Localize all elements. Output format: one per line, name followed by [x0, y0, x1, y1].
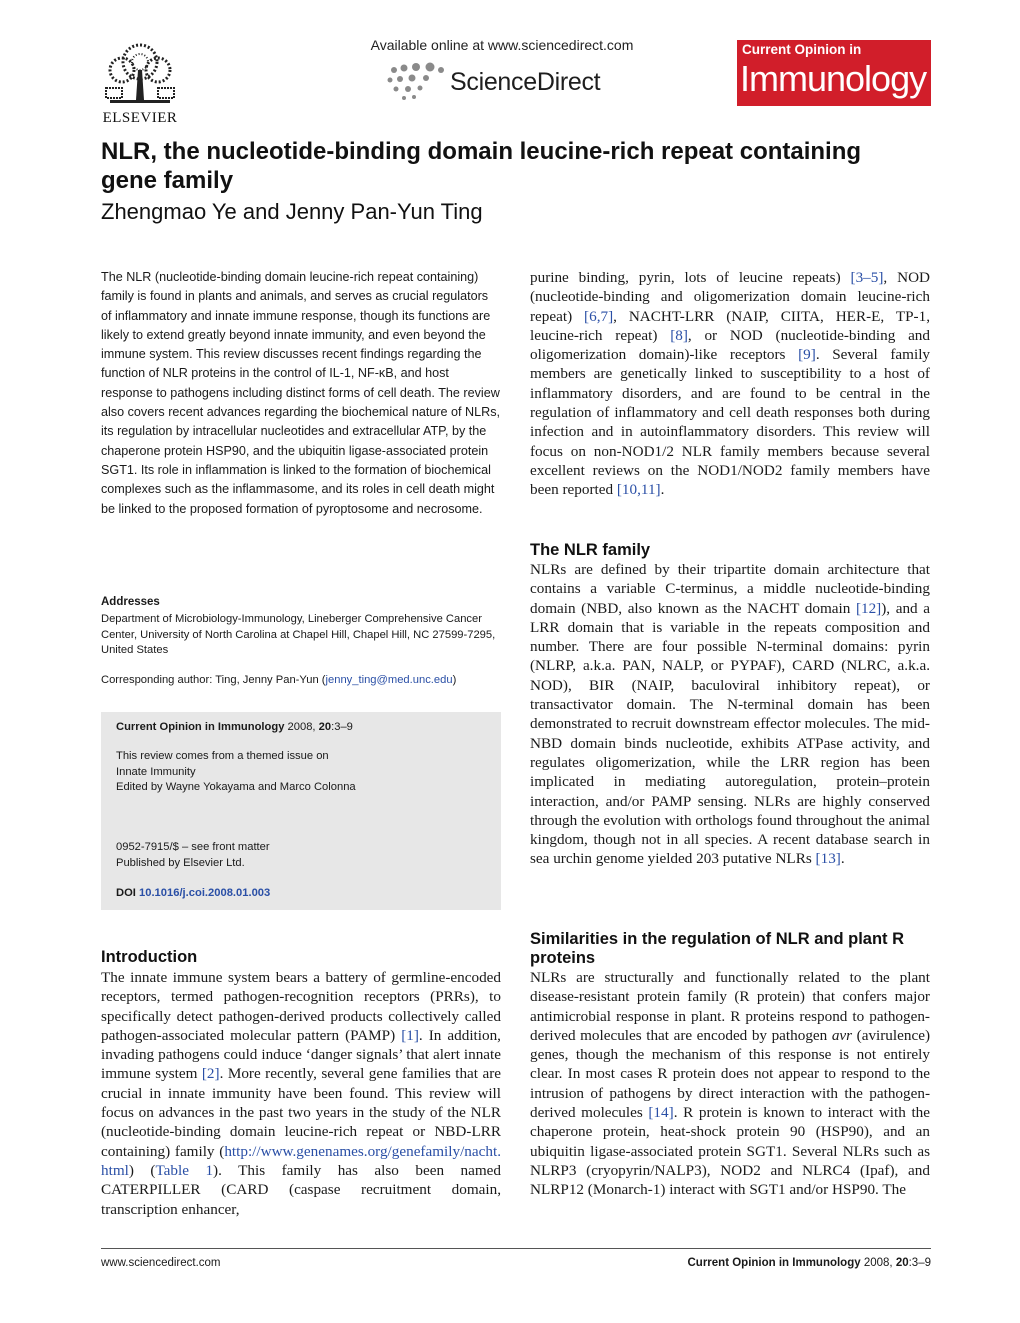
sim-avr-italic: avr: [831, 1026, 853, 1044]
info-theme-line2: Innate Immunity: [116, 765, 196, 778]
ref-link[interactable]: [14]: [648, 1104, 674, 1122]
info-doi-label: DOI: [116, 887, 139, 899]
journal-badge-line1: Current Opinion in: [742, 42, 862, 57]
info-doi-link[interactable]: 10.1016/j.coi.2008.01.003: [139, 887, 271, 899]
elsevier-logo: [98, 40, 182, 130]
info-journal: Current Opinion in Immunology: [116, 721, 285, 733]
corresponding-author: [101, 674, 511, 686]
info-year: 2008,: [284, 721, 319, 733]
ref-link[interactable]: [8]: [670, 326, 688, 344]
addresses-heading: Addresses: [101, 596, 160, 608]
footer-divider: [101, 1248, 931, 1249]
table-link[interactable]: Table 1: [155, 1161, 214, 1179]
info-theme-line1: This review comes from a themed issue on: [116, 750, 329, 762]
right-text-4: , or NOD (nucleotide-binding and oligomerization domain)-like receptors: [530, 326, 930, 364]
corresponding-suffix: ): [452, 674, 457, 686]
journal-badge: [737, 40, 931, 106]
ref-link[interactable]: [13]: [815, 850, 841, 868]
footer-citation: [688, 1257, 932, 1269]
nlr-family-text: [530, 560, 930, 869]
genenames-link[interactable]: http://www.genenames.org/genefamily/nacht.html: [101, 1142, 501, 1179]
addresses-text: Department of Microbiology-Immunology, Lineberger Comprehensive Cancer Center, University of North Carolina at Chapel Hill, Chapel Hill, NC 27599-7295, United States: [101, 613, 496, 657]
section-heading-introduction: Introduction: [101, 948, 198, 966]
section-heading-nlr-family: The NLR family: [530, 541, 651, 559]
intro-text-4: ) (: [128, 1161, 156, 1179]
info-publisher-line: Published by Elsevier Ltd.: [116, 856, 245, 869]
similarities-text: [530, 968, 930, 1200]
journal-badge-line2: Immunology: [740, 58, 927, 99]
abstract: [101, 268, 501, 519]
right-text-5: . Several family members are genetically linked to susceptibility to a host of inflammatory disorders, and are found to be central in the regulation of inflammatory and cell death responses both during infection and in autoinflammatory disorders. This review will focus on non-NOD1/2 NLR family members because several excellent reviews on the NOD1/NOD2 family members have been reported: [530, 346, 931, 499]
ref-link[interactable]: [3–5]: [850, 269, 884, 286]
right-text-3: , NACHT-LRR (NAIP, CIITA, HER-E, TP-1, leucine-rich repeat): [530, 307, 930, 344]
sim-text-2: (avirulence) genes, though the mechanism of this response is not entirely clear. In most cases R protein does not appear to respond to the intrusion of pathogens by direct interaction with the pathogen-derived molecules: [530, 1026, 930, 1122]
ref-link[interactable]: [1]: [401, 1026, 419, 1044]
nlr-text-2: ), and a LRR domain that is variable in the repeats composition and number. There are four possible N-terminal domains: pyrin (NLRP, a.k.a. PAN, NALP, or PYPAF), CARD (NLRC, a.k.a. NOD), BIR (NAIP, baculoviral inhibitory repeat), or transactivator domain. The N-terminal domain has been demonstrated to recruit downstream effector molecules. The mid-NBD domain binds nucleotide, exhibits ATPase activity, and regulates oligomerization, while the LRR region has been implicated in mediating autoregulation, protein–protein interaction, and/or PAMP sensing. NLRs are highly conserved through the evolution with orthologs found throughout the animal kingdom, though not in all species. A recent database search in sea urchin genome yielded 203 putative NLRs: [530, 599, 930, 868]
nlr-text-3: .: [840, 850, 845, 868]
right-text-1: purine binding, pyrin, lots of leucine repeats): [530, 269, 851, 286]
ref-link[interactable]: [12]: [855, 599, 882, 617]
footer-website: www.sciencedirect.com: [101, 1257, 221, 1269]
right-text-2: , NOD (nucleotide-binding and oligomerization domain leucine-rich repeat): [530, 269, 930, 325]
sim-text-1: NLRs are structurally and functionally related to the plant disease-resistant protein family (R protein) that confers major antimicrobial response in plant. R proteins respond to pathogen-derived molecules that are encoded by pathogen: [530, 969, 930, 1044]
footer-year: 2008,: [860, 1257, 896, 1269]
section-heading-similarities: Similarities in the regulation of NLR and plant R proteins: [530, 930, 905, 967]
abstract-text: The NLR (nucleotide-binding domain leucine-rich repeat containing) family is found in plants and animals, and serves as crucial regulators of inflammatory and innate immune response, though its functions are likely to extend greatly beyond innate immunity, and even beyond the immune system. This review discusses recent findings regarding the function of NLR proteins in the control of IL-1, NF-κB, and host response to pathogens including distinct forms of cell death. The review also covers recent advances regarding the biochemical nature of NLRs, its regulation by intracellular nucleotides and extracellular ATP, by the chaperone protein HSP90, and the ubiquitin ligase-associated protein SGT1. Its role in inflammation is linked to the formation of biochemical complexes such as the inflammasome, and its roles in cell death might be linked to the proposed formation of pyroptosome and necrosome.: [101, 270, 501, 516]
corresponding-email-link[interactable]: jenny_ting@med.unc.edu: [325, 674, 453, 686]
corresponding-prefix: Corresponding author: Ting, Jenny Pan-Yun (: [101, 674, 326, 686]
article-title: NLR, the nucleotide-binding domain leucine-rich repeat containing gene family: [101, 138, 862, 194]
info-theme: [116, 749, 356, 796]
ref-link[interactable]: [9]: [798, 346, 816, 364]
info-issn-line: 0952-7915/$ – see front matter: [116, 841, 270, 853]
available-online-text: Available online at www.sciencedirect.com: [370, 37, 634, 53]
sim-text-3: . R protein is known to interact with the chaperone protein, heat-shock protein 90 (HSP90), and an ubiquitin ligase-associated protein SGT1. Several NLRs such as NLRP3 (cryopyrin/NALP3), NOD2 and NLRC4 (Ipaf), and NLRP12 (Monarch-1) interact with SGT1 and/or HSP90. The: [530, 1104, 930, 1199]
introduction-text: [101, 968, 501, 1219]
intro-text-1: The innate immune system bears a battery of germline-encoded receptors, termed pathogen-recognition receptors (PRRs), to specifically detect pathogen-derived products collectively called pathogen-associated molecular pattern (PAMP): [101, 969, 501, 1044]
intro-text-5: ). This family has also been named CATERPILLER (CARD (caspase recruitment domain, transcription enhancer,: [101, 1161, 501, 1218]
info-volume: 20: [318, 721, 332, 733]
ref-link[interactable]: [10,11]: [616, 481, 661, 499]
sciencedirect-logo[interactable]: [386, 60, 600, 104]
right-text-6: .: [660, 481, 665, 499]
intro-text-2: . In addition, invading pathogens could induce ‘danger signals’ that alert innate immune system: [101, 1026, 501, 1083]
article-info-box: [101, 712, 501, 910]
introduction-continued-text: [530, 268, 930, 500]
info-doi: [116, 887, 270, 899]
article-authors: Zhengmao Ye and Jenny Pan-Yun Ting: [101, 199, 483, 224]
sciencedirect-wordmark: ScienceDirect: [450, 67, 601, 96]
nlr-text-1: NLRs are defined by their tripartite domain architecture that contains a variable C-terminus, a middle nucleotide-binding domain (NBD, also known as the NACHT domain: [530, 561, 930, 617]
footer-pages: :3–9: [908, 1257, 931, 1269]
ref-link[interactable]: [2]: [201, 1065, 220, 1083]
sciencedirect-dots-icon: [386, 62, 446, 102]
ref-link[interactable]: [6,7]: [584, 307, 614, 325]
intro-text-3: . More recently, several gene families that are crucial in innate immunity have been found. This review will focus on advances in the past two years in the study of the NLR (nucleotide-binding domain leucine-rich repeat or NBD-LRR containing) family (: [101, 1065, 501, 1160]
info-pages: :3–9: [331, 721, 353, 733]
info-citation: [116, 721, 353, 733]
info-theme-line3: Edited by Wayne Yokayama and Marco Colonna: [116, 781, 356, 794]
footer-volume: 20: [895, 1257, 909, 1269]
footer-journal: Current Opinion in Immunology: [687, 1257, 861, 1269]
elsevier-wordmark: ELSEVIER: [102, 110, 178, 126]
info-issn: [116, 840, 270, 871]
